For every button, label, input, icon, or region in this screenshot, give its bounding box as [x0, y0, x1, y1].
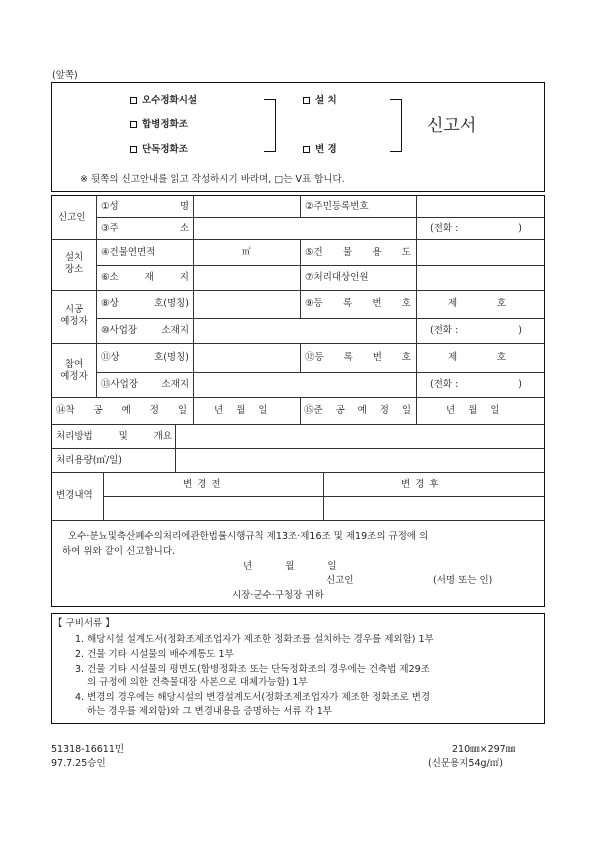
treatment-capacity-label: 처리용량(㎥/일) — [56, 455, 122, 466]
construction-start-date[interactable]: 년 월 일 — [214, 405, 268, 416]
change-details-label: 변경내역 — [56, 490, 93, 501]
resident-number-label: ②주민등록번호 — [305, 201, 369, 212]
participant-reg-no-field[interactable]: 제 호 — [448, 352, 506, 363]
option-combined-septic[interactable]: 합병정화조 — [130, 120, 188, 130]
checkbox-icon[interactable] — [130, 146, 137, 153]
install-location-group-label: 설치 장소 — [64, 252, 84, 276]
reporter-phone[interactable]: (전화 : ) — [430, 223, 522, 234]
participant-trade-name-label: ⑪상 호(명칭) — [101, 352, 189, 363]
before-change-header: 변 경 전 — [183, 479, 222, 490]
required-documents-heading: 【 구비서류 】 — [53, 618, 115, 629]
declaration-date[interactable]: 년 월 일 — [243, 561, 337, 572]
install-address-label: ⑥소 재 지 — [101, 272, 189, 283]
reporter-address-label: ③주 소 — [101, 223, 189, 234]
checkbox-icon[interactable] — [130, 121, 137, 128]
checkbox-icon[interactable] — [130, 97, 137, 104]
declaration-recipient: 시장·군수·구청장 귀하 — [232, 590, 324, 601]
target-persons-label: ⑦처리대상인원 — [305, 272, 369, 283]
constructor-group-label: 시공 예정자 — [60, 304, 88, 328]
constructor-office-label: ⑩사업장 소재지 — [101, 325, 189, 336]
option-install[interactable]: 설 치 — [303, 96, 337, 106]
form-number: 51318-16611민 — [51, 744, 125, 755]
participant-office-label: ⑬사업장 소재지 — [101, 379, 189, 390]
declaration-line-1: 오수·분뇨및축산폐수의처리에관한법률시행규칙 제13조·제16조 및 제19조의 규정에 의 — [68, 531, 429, 542]
construction-start-label: ⑭착 공 예 정 일 — [56, 405, 187, 416]
participant-group-label: 참여 예정자 — [60, 359, 88, 383]
declaration-line-2: 하여 위와 같이 신고합니다. — [62, 546, 176, 557]
building-area-label: ④건물연면적 — [101, 247, 156, 258]
checkbox-icon[interactable] — [303, 97, 310, 104]
option-sewage-facility[interactable]: 오수정화시설 — [130, 96, 197, 106]
building-use-label: ⑤건 물 용 도 — [305, 247, 411, 258]
document-item: 3. 건물 기타 시설물의 평면도(합병정화조 또는 단독정화조의 경우에는 건축법 제29조 — [75, 664, 430, 675]
paper-size: 210㎜×297㎜ — [452, 744, 516, 755]
constructor-reg-no-label: ⑨등 록 번 호 — [305, 298, 411, 309]
constructor-trade-name-label: ⑧상 호(명칭) — [101, 298, 189, 309]
form-title: 신고서 — [427, 116, 477, 136]
construction-end-date[interactable]: 년 월 일 — [446, 405, 500, 416]
approval-date: 97.7.25승인 — [51, 758, 106, 769]
checkbox-icon[interactable] — [303, 146, 310, 153]
paper-type: (신문용지54g/㎡) — [428, 758, 503, 769]
document-item: 2. 건물 기타 시설물의 배수계통도 1부 — [75, 649, 234, 660]
constructor-reg-no-field[interactable]: 제 호 — [448, 298, 506, 309]
participant-phone[interactable]: (전화 : ) — [430, 379, 522, 390]
document-item: 하는 경우를 제외함)와 그 변경내용을 증명하는 서류 각 1부 — [87, 706, 332, 717]
document-item: 4. 변경의 경우에는 해당시설의 변경설계도서(정화조제조업자가 제조한 정화조로 변경 — [75, 692, 431, 703]
declaration-reporter: 신고인 — [326, 575, 354, 586]
after-change-header: 변 경 후 — [401, 479, 440, 490]
document-item: 의 규정에 의한 건축물대장 사본으로 대체가능함) 1부 — [87, 677, 308, 688]
bracket-right — [390, 99, 402, 152]
instruction-text: ※ 뒷쪽의 신고안내를 읽고 작성하시기 바라며, □는 V표 합니다. — [80, 174, 345, 185]
option-single-septic[interactable]: 단독정화조 — [130, 145, 188, 155]
reporter-name-label: ①성 명 — [101, 201, 189, 212]
construction-end-label: ⑮준 공 예 정 일 — [304, 405, 411, 416]
reporter-group-label: 신고인 — [58, 212, 86, 223]
declaration-signature[interactable]: (서명 또는 인) — [433, 575, 493, 586]
area-unit: ㎡ — [242, 247, 251, 257]
option-change[interactable]: 변 경 — [303, 145, 337, 155]
participant-reg-no-label: ⑫등 록 번 호 — [305, 352, 411, 363]
front-side-label: (앞쪽) — [52, 70, 78, 81]
bracket-right — [264, 99, 276, 152]
document-item: 1. 해당시설 설계도서(정화조제조업자가 제조한 정화조를 설치하는 경우를 제외함) 1부 — [75, 634, 434, 645]
constructor-phone[interactable]: (전화 : ) — [430, 325, 522, 336]
treatment-method-label: 처리방법 및 개요 — [56, 431, 172, 442]
